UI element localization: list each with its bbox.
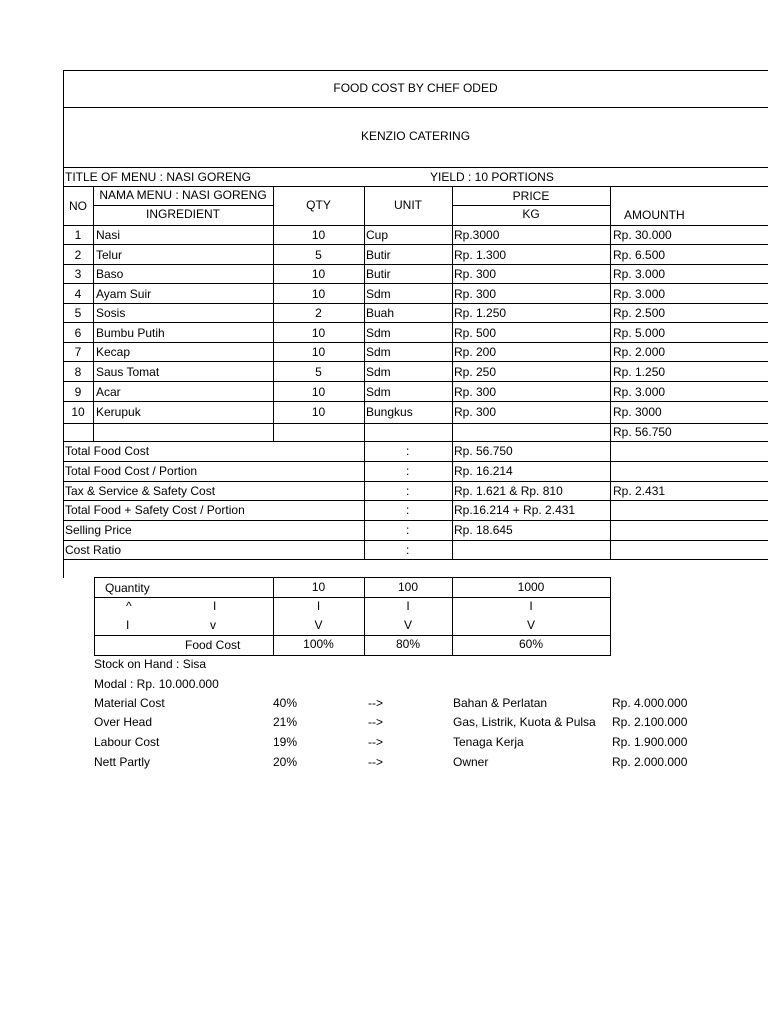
summary-separator: :: [406, 543, 410, 557]
row-no: 10: [71, 405, 85, 419]
col-qty: QTY: [306, 198, 331, 212]
arrow-down-mark: V: [314, 618, 323, 632]
row-price: Rp. 1.300: [454, 248, 507, 262]
col-amount: AMOUNTH: [624, 208, 685, 222]
col-ingredient: INGREDIENT: [145, 207, 220, 221]
row-unit: Sdm: [366, 287, 391, 301]
row-no: 5: [74, 306, 82, 320]
summary-label: Total Food Cost: [65, 444, 150, 458]
arrow-down-mark: v: [210, 618, 216, 632]
row-qty: 10: [311, 287, 326, 301]
row-price: Rp. 300: [454, 267, 497, 281]
row-amount: Rp. 30.000: [613, 228, 672, 242]
stock-note: Stock on Hand : Sisa: [94, 657, 207, 671]
row-no: 7: [74, 345, 82, 359]
allocation-label: Labour Cost: [94, 735, 160, 749]
allocation-percent: 21%: [273, 715, 298, 729]
row-unit: Sdm: [366, 326, 391, 340]
summary-separator: :: [406, 444, 410, 458]
row-price: Rp. 300: [454, 385, 497, 399]
row-qty: 10: [311, 326, 326, 340]
col-price: PRICE: [512, 189, 550, 203]
row-amount: Rp. 1.250: [613, 365, 666, 379]
row-price: Rp. 300: [454, 405, 497, 419]
allocation-amount: Rp. 1.900.000: [612, 735, 688, 749]
row-price: Rp. 1.250: [454, 306, 507, 320]
arrow-down-mark: V: [403, 618, 412, 632]
row-no: 9: [74, 385, 82, 399]
summary-value: Rp. 18.645: [454, 523, 513, 537]
arrow-bar-mark: I: [316, 599, 321, 613]
row-unit: Bungkus: [366, 405, 413, 419]
summary-label: Cost Ratio: [65, 543, 122, 557]
allocation-arrow: -->: [368, 715, 383, 729]
row-ingredient: Kerupuk: [96, 405, 141, 419]
allocation-label: Material Cost: [94, 696, 165, 710]
menu-title: TITLE OF MENU : NASI GORENG: [65, 170, 252, 184]
arrow-up-mark: ^: [126, 599, 132, 613]
food-cost-60: 60%: [518, 637, 544, 651]
allocation-percent: 40%: [273, 696, 298, 710]
row-amount: Rp. 6.500: [613, 248, 666, 262]
summary-separator: :: [406, 464, 410, 478]
row-price: Rp. 500: [454, 326, 497, 340]
row-unit: Butir: [366, 267, 391, 281]
row-qty: 10: [311, 405, 326, 419]
food-cost-100: 100%: [303, 637, 334, 651]
allocation-arrow: -->: [368, 696, 383, 710]
row-unit: Buah: [366, 306, 395, 320]
summary-value: Rp. 16.214: [454, 464, 513, 478]
row-qty: 10: [311, 228, 326, 242]
row-no: 4: [74, 287, 82, 301]
summary-value: Rp. 1.621 & Rp. 810: [454, 484, 563, 498]
allocation-amount: Rp. 4.000.000: [612, 696, 688, 710]
allocation-target: Gas, Listrik, Kuota & Pulsa: [453, 715, 596, 729]
summary-value: Rp.16.214 + Rp. 2.431: [454, 503, 576, 517]
row-ingredient: Acar: [96, 385, 121, 399]
arrow-bar-mark: I: [529, 599, 533, 613]
allocation-percent: 20%: [273, 755, 298, 769]
summary-label: Selling Price: [65, 523, 132, 537]
row-unit: Cup: [366, 228, 389, 242]
allocation-target: Bahan & Perlatan: [453, 696, 548, 710]
row-qty: 5: [315, 365, 322, 379]
quantity-100: 100: [397, 580, 419, 594]
quantity-1000: 1000: [517, 580, 545, 594]
col-nama-menu: NAMA MENU : NASI GORENG: [99, 188, 267, 202]
summary-amount: Rp. 2.431: [613, 484, 666, 498]
arrow-bar-mark: I: [406, 599, 410, 613]
allocation-target: Tenaga Kerja: [453, 735, 524, 749]
sheet-title: FOOD COST BY CHEF ODED: [333, 81, 498, 95]
row-no: 1: [74, 228, 82, 242]
allocation-label: Over Head: [94, 715, 153, 729]
row-ingredient: Kecap: [96, 345, 131, 359]
allocation-percent: 19%: [273, 735, 298, 749]
row-ingredient: Ayam Suir: [96, 287, 152, 301]
row-amount: Rp. 3000: [613, 405, 662, 419]
row-ingredient: Saus Tomat: [96, 365, 160, 379]
quantity-label: Quantity: [105, 581, 150, 595]
row-qty: 10: [311, 385, 326, 399]
summary-label: Tax & Service & Safety Cost: [65, 484, 216, 498]
allocation-amount: Rp. 2.100.000: [612, 715, 688, 729]
yield-label: YIELD : 10 PORTIONS: [430, 170, 554, 184]
row-no: 8: [74, 365, 82, 379]
row-amount: Rp. 3.000: [613, 287, 666, 301]
row-price: Rp. 250: [454, 365, 497, 379]
allocation-label: Nett Partly: [94, 755, 151, 769]
row-ingredient: Sosis: [96, 306, 126, 320]
company-name: KENZIO CATERING: [360, 129, 471, 143]
row-unit: Butir: [366, 248, 391, 262]
row-qty: 10: [311, 267, 326, 281]
row-unit: Sdm: [366, 345, 391, 359]
row-ingredient: Baso: [96, 267, 124, 281]
row-amount: Rp. 2.000: [613, 345, 666, 359]
summary-label: Total Food + Safety Cost / Portion: [65, 503, 245, 517]
row-amount: Rp. 3.000: [613, 385, 666, 399]
summary-separator: :: [406, 484, 410, 498]
row-price: Rp.3000: [454, 228, 500, 242]
row-no: 3: [74, 267, 82, 281]
col-kg: KG: [522, 207, 540, 221]
summary-value: Rp. 56.750: [454, 444, 513, 458]
row-ingredient: Bumbu Putih: [96, 326, 165, 340]
row-amount: Rp. 2.500: [613, 306, 666, 320]
ingredients-total: Rp. 56.750: [613, 425, 672, 439]
row-qty: 2: [315, 306, 322, 320]
row-unit: Sdm: [366, 385, 391, 399]
row-price: Rp. 200: [454, 345, 497, 359]
allocation-target: Owner: [453, 755, 489, 769]
row-price: Rp. 300: [454, 287, 497, 301]
quantity-10: 10: [311, 580, 326, 594]
row-amount: Rp. 5.000: [613, 326, 666, 340]
row-ingredient: Nasi: [96, 228, 121, 242]
row-qty: 5: [315, 248, 322, 262]
row-unit: Sdm: [366, 365, 391, 379]
summary-label: Total Food Cost / Portion: [65, 464, 198, 478]
modal-note: Modal : Rp. 10.000.000: [94, 677, 219, 691]
arrow-bar-mark: I: [126, 618, 130, 632]
allocation-amount: Rp. 2.000.000: [612, 755, 688, 769]
row-no: 6: [74, 326, 82, 340]
arrow-down-mark: V: [526, 618, 535, 632]
row-ingredient: Telur: [96, 248, 123, 262]
summary-separator: :: [406, 503, 410, 517]
row-no: 2: [74, 248, 82, 262]
food-cost-label: Food Cost: [185, 638, 241, 652]
allocation-arrow: -->: [368, 735, 383, 749]
row-qty: 10: [311, 345, 326, 359]
summary-separator: :: [406, 523, 410, 537]
col-no: NO: [69, 199, 87, 213]
arrow-bar-mark: I: [213, 599, 217, 613]
col-unit: UNIT: [394, 198, 422, 212]
allocation-arrow: -->: [368, 755, 383, 769]
food-cost-80: 80%: [395, 637, 421, 651]
row-amount: Rp. 3.000: [613, 267, 666, 281]
